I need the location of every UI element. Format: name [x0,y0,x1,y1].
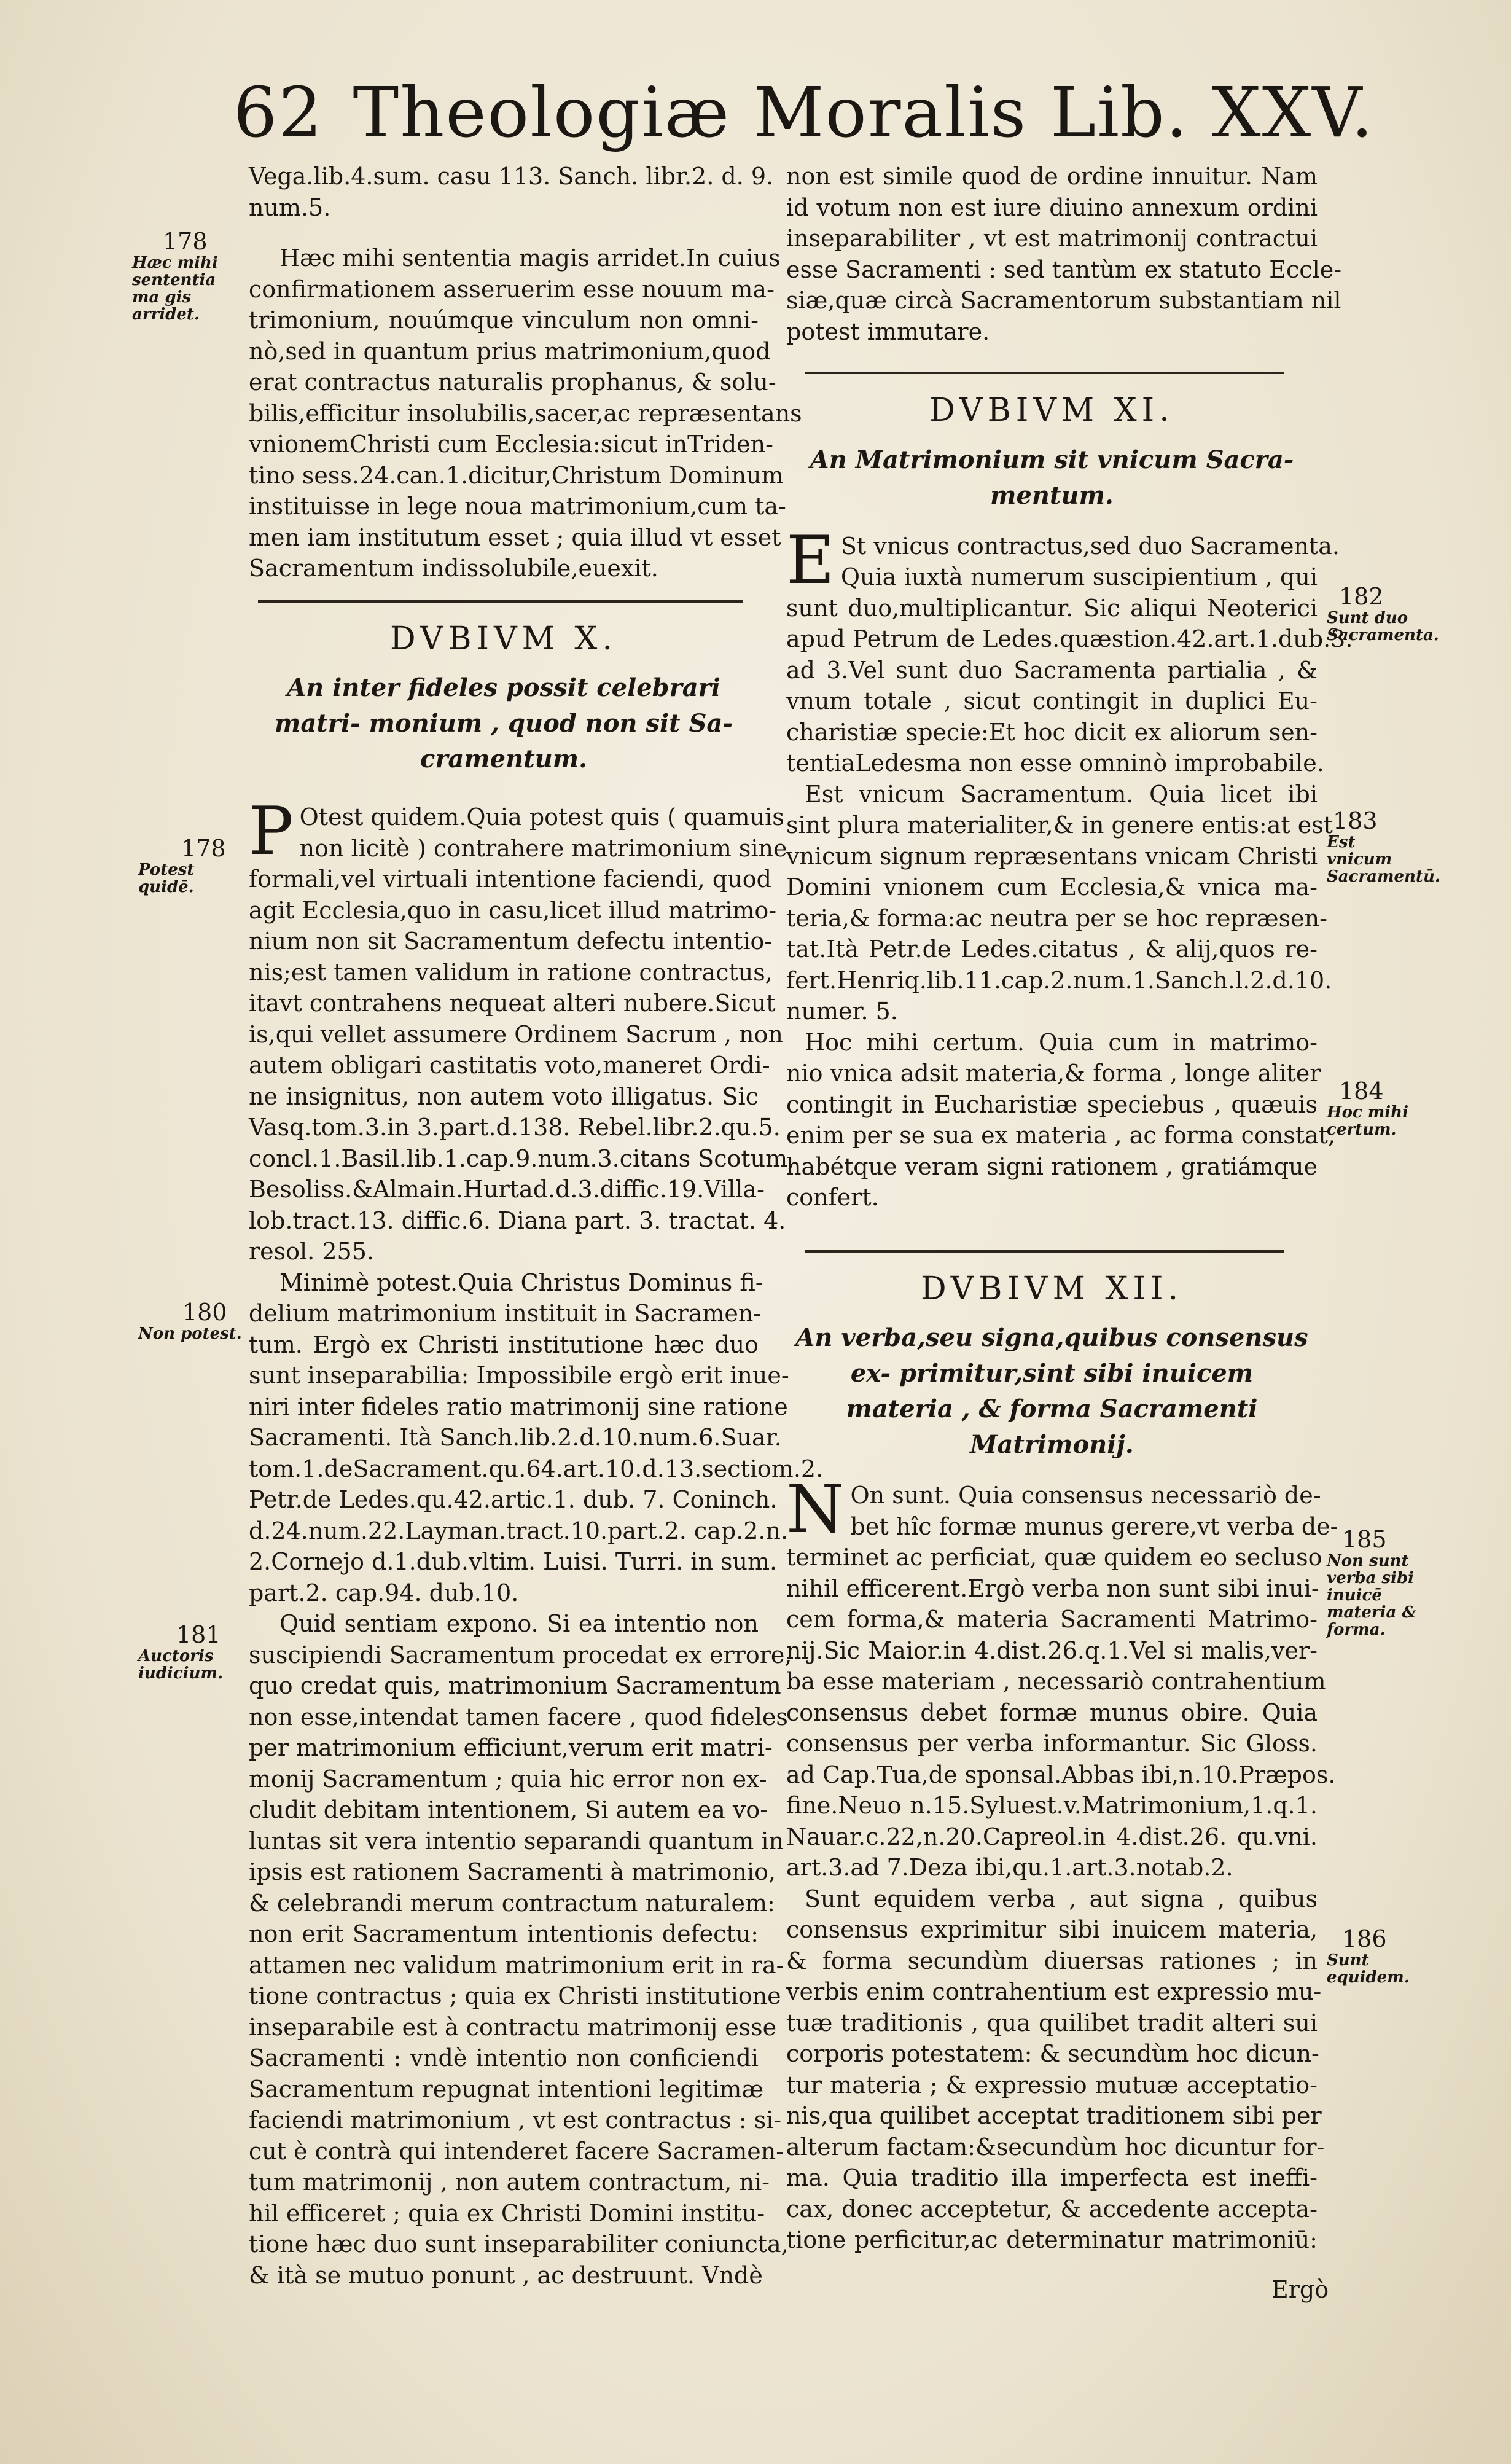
margin-note-183 [1327,807,1440,886]
paragraph-181 [249,1608,792,2291]
text-line: & forma secundùm diuersas rationes ; in [786,1947,1318,1974]
text-line: ne insignitus, non autem voto illigatus. Sic [249,1082,759,1110]
text-line: On sunt. Quia consensus necessariò de- [850,1482,1321,1509]
text-line: cut è contrà qui intenderet facere Sacramen- [249,2137,784,2165]
text-line: sunt duo,multiplicantur. Sic aliqui Neoterici [786,594,1318,622]
margin-text: Non potest. [138,1324,242,1343]
paragraph-178b [249,793,795,1267]
text-line: Minimè potest.Quia Christus Dominus fi- [279,1269,763,1296]
text-line: consensus exprimitur sibi inuicem materia, [786,1916,1318,1943]
text-line: Besoliss.&Almain.Hurtad.d.3.diffic.19.Villa- [249,1176,765,1203]
running-header [233,73,1375,153]
text-line: trimonium, nouúmque vinculum non omni- [249,307,759,334]
text-line: bet hîc formæ munus gerere,vt verba de- [850,1512,1338,1540]
text-line: part.2. cap.94. dub.10. [249,1579,519,1606]
left-column [249,161,824,2291]
text-line: ad Cap.Tua,de sponsal.Abbas ibi,n.10.Præpos. [786,1761,1336,1788]
left-intro [249,161,774,223]
text-line: men iam institutum esset ; quia illud vt esset [249,523,781,551]
text-line: cax, donec acceptetur, & accedente accepta- [786,2195,1318,2223]
margin-number: 181 [176,1621,221,1648]
text-line: sint plura materialiter,& in genere entis:at est [786,812,1333,839]
right-column [786,161,1353,2256]
margin-text: Non sunt verba sibi inuicē materia & forma. [1327,1552,1416,1639]
text-line: esse Sacramenti : sed tantùm ex statuto Eccle- [786,256,1342,283]
text-line: lob.tract.13. diffic.6. Diana part. 3. tractat. 4. [249,1207,786,1234]
text-line: Sacramentum indissolubile,euexit. [249,555,658,582]
text-line: 2.Cornejo d.1.dub.vltim. Luisi. Turri. in sum. [249,1548,778,1575]
text-line: inseparabile est à contractu matrimonij esse [249,2013,777,2041]
paragraph-183 [786,779,1333,1027]
text-line: Quia iuxtà numerum suscipientium , qui [840,563,1318,590]
text-line: fine.Neuo n.15.Syluest.v.Matrimonium,1.q.1. [786,1792,1318,1819]
text-line: nio vnica adsit materia,& forma , longe aliter [786,1060,1321,1087]
text-line: tuæ traditionis , qua quilibet tradit alteri sui [786,2009,1318,2036]
text-line: inseparabiliter , vt est matrimonij contractui [786,225,1318,252]
margin-text: Hoc mihi certum. [1327,1103,1408,1139]
text-line: autem obligari castitatis voto,maneret Ordi- [249,1052,770,1079]
drop-cap: N [786,1471,845,1548]
paragraph-185 [786,1471,1338,1883]
page-number: 62 [233,73,324,153]
running-title: Theologiæ Moralis Lib. XXV. [353,73,1375,153]
text-line: ad 3.Vel sunt duo Sacramenta partialia , & [786,656,1318,684]
catchword: Ergò [1271,2276,1329,2303]
text-line: tom.1.deSacrament.qu.64.art.10.d.13.sectiom.2. [249,1455,824,1482]
text-line: hil efficeret ; quia ex Christi Domini institu- [249,2199,765,2227]
margin-note-178b [138,835,246,896]
margin-note-184 [1327,1078,1419,1138]
text-line: non erit Sacramentum intentionis defectu: [249,1920,759,1947]
margin-number: 178 [181,835,226,862]
margin-note-185 [1327,1527,1419,1638]
text-line: luntas sit vera intentio separandi quantum in [249,1827,784,1855]
text-line: ipsis est rationem Sacramenti à matrimonio, [249,1858,776,1885]
text-line: consensus per verba informantur. Sic Gloss. [786,1730,1318,1757]
margin-text: Sunt equidem. [1327,1951,1410,1987]
text-line: Sacramentum repugnat intentioni legitimæ [249,2075,764,2103]
text-line: bilis,efficitur insolubilis,sacer,ac repræsentans [249,399,802,427]
text-line: corporis potestatem: & secundùm hoc dicun- [786,2040,1319,2067]
text-line: contingit in Eucharistiæ speciebus , quæuis [786,1090,1318,1118]
text-line: Hæc mihi sententia magis arridet.In cuius [279,244,781,272]
margin-number: 183 [1333,807,1378,834]
text-line: Domini vnionem cum Ecclesia,& vnica ma- [786,874,1318,901]
text-line: tum. Ergò ex Christi institutione hæc duo [249,1331,759,1358]
text-line: tum matrimonij , non autem contractum, ni- [249,2169,770,2196]
text-line: terminet ac perficiat, quæ quidem eo secluso [786,1544,1322,1571]
text-line: Sacramenti. Ità Sanch.lib.2.d.10.num.6.Suar. [249,1424,782,1451]
text-line: tino sess.24.can.1.dicitur,Christum Dominum [249,461,784,489]
margin-text: Hæc mihi sententia ma gis arridet. [132,254,218,324]
text-line: resol. 255. [249,1238,374,1265]
margin-number: 182 [1339,583,1384,610]
paragraph-182 [786,522,1353,779]
section-rule [805,372,1284,374]
dubium-x-question: An inter fideles possit celebrari matri- monium , quod non sit Sa- cramentum. [275,673,733,773]
text-line: num.5. [249,194,331,221]
drop-cap: P [249,793,294,870]
text-line: Est vnicum Sacramentum. Quia licet ibi [805,780,1318,808]
text-line: tione contractus ; quia ex Christi institutione [249,1982,781,2009]
text-line: Otest quidem.Quia potest quis ( quamuis [299,804,784,831]
text-line: sunt inseparabilia: Impossibile ergò erit inue- [249,1362,789,1389]
text-line: attamen nec validum matrimonium erit in ra- [249,1951,784,1979]
text-line: siæ,quæ circà Sacramentorum substantiam nil [786,287,1341,314]
text-line: confirmationem asseruerim esse nouum ma- [249,275,775,303]
text-line: delium matrimonium instituit in Sacramen- [249,1300,762,1327]
text-line: suscipiendi Sacramentum procedat ex errore, [249,1641,792,1668]
margin-note-186 [1327,1926,1419,1986]
paragraph-186 [786,1883,1325,2256]
dubium-xi-heading: DVBIVM XI. [929,392,1174,429]
text-line: fert.Henriq.lib.11.cap.2.num.1.Sanch.l.2.d.10. [786,966,1332,994]
text-line: vnionemChristi cum Ecclesia:sicut inTriden- [249,431,773,458]
text-line: & ità se mutuo ponunt , ac destruunt. Vndè [249,2261,763,2289]
text-line: numer. 5. [786,998,898,1025]
dubium-x-heading: DVBIVM X. [390,620,617,657]
text-line: tat.Ità Petr.de Ledes.citatus , & alij,quos re- [786,936,1318,963]
text-line: Nauar.c.22,n.20.Capreol.in 4.dist.26. qu.vni. [786,1823,1318,1850]
text-line: niri inter fideles ratio matrimonij sine ratione [249,1393,788,1420]
text-line: Quid sentiam expono. Si ea intentio non [279,1610,759,1637]
text-line: per matrimonium efficiunt,verum erit matri- [249,1734,773,1761]
section-rule [258,600,743,603]
text-line: non esse,intendat tamen facere , quod fideles [249,1703,788,1731]
text-line: nium non sit Sacramentum defectu intentio- [249,928,773,955]
text-line: Vasq.tom.3.in 3.part.d.138. Rebel.libr.2.qu.5. [249,1114,781,1141]
text-line: Vega.lib.4.sum. casu 113. Sanch. libr.2. d. 9. [249,163,774,190]
text-line: tione perficitur,ac determinatur matrimoniū: [786,2226,1318,2253]
text-line: non est simile quod de ordine innuitur. Nam [786,163,1318,190]
text-line: instituisse in lege noua matrimonium,cum ta- [249,493,786,520]
paragraph-178a [249,243,802,584]
text-line: consensus debet formæ munus obire. Quia [786,1699,1318,1726]
text-line: charistiæ specie:Et hoc dicit ex aliorum sen- [786,718,1318,746]
section-rule [805,1250,1284,1253]
text-line: cludit debitam intentionem, Si autem ea vo- [249,1796,768,1823]
margin-note-182 [1327,583,1439,644]
text-line: vnicum signum repræsentans vnicam Christi [786,842,1318,870]
text-line: habétque veram signi rationem , gratiámque [786,1152,1318,1180]
text-line: ma. Quia traditio illa imperfecta est ineffi- [786,2164,1318,2191]
margin-text: Sunt duo Sacramenta. [1327,609,1439,644]
text-line: is,qui vellet assumere Ordinem Sacrum , non [249,1020,783,1048]
margin-note-180 [138,1299,246,1342]
text-line: Petr.de Ledes.qu.42.artic.1. dub. 7. Coninch. [249,1486,778,1513]
text-line: non licitè ) contrahere matrimonium sine [299,834,787,862]
margin-number: 184 [1339,1078,1384,1105]
paragraph-180 [249,1267,824,1609]
text-line: teria,& forma:ac neutra per se hoc repræsen- [786,904,1327,932]
text-line: nis;est tamen validum in ratione contractus, [249,958,773,986]
text-line: quo credat quis, matrimonium Sacramentum [249,1672,781,1699]
text-line: nò,sed in quantum prius matrimonium,quod [249,337,771,365]
text-line: monij Sacramentum ; quia hic error non ex- [249,1765,767,1793]
text-line: Sunt equidem verba , aut signa , quibus [805,1885,1318,1912]
margin-text: Potest quidē. [138,861,195,896]
margin-note-178a [132,229,246,323]
text-line: tentiaLedesma non esse omninò improbabile. [786,749,1324,776]
text-line: cem forma,& materia Sacramenti Matrimo- [786,1606,1318,1633]
text-line: tione hæc duo sunt inseparabiliter coniuncta, [249,2231,789,2258]
text-line: & celebrandi merum contractum naturalem: [249,1889,775,1917]
paragraph-184 [786,1027,1336,1213]
text-line: nij.Sic Maior.in 4.dist.26.q.1.Vel si malis,ver- [786,1637,1318,1664]
text-line: d.24.num.22.Layman.tract.10.part.2. cap.2.n. [249,1517,789,1544]
dubium-xi-question: An Matrimonium sit vnicum Sacra- mentum. [810,445,1294,510]
margin-text: Est vnicum Sacramentū. [1327,833,1440,886]
text-line: formali,vel virtuali intentione faciendi, quod [249,866,771,893]
text-line: agit Ecclesia,quo in casu,licet illud matrimo- [249,896,777,924]
dubium-xii-heading: DVBIVM XII. [920,1270,1184,1307]
text-line: tur materia ; & expressio mutuæ acceptatio- [786,2071,1318,2098]
text-line: alterum factam:&secundùm hoc dicuntur for- [786,2133,1325,2161]
text-line: enim per se sua ex materia , ac forma constat, [786,1122,1336,1149]
text-line: ba esse materiam , necessariò contrahentium [786,1668,1326,1695]
text-line: id votum non est iure diuino annexum ordini [786,194,1318,221]
text-line: faciendi matrimonium , vt est contractus : si- [249,2106,782,2134]
margin-number: 180 [182,1299,227,1326]
text-line: verbis enim contrahentium est expressio mu- [786,1978,1322,2005]
text-line: vnum totale , sicut contingit in duplici Eu- [786,687,1318,714]
right-intro [786,161,1342,347]
text-line: Sacramenti : vndè intentio non conficiendi [249,2044,759,2071]
text-line: potest immutare. [786,318,990,345]
text-line: nihil efficerent.Ergò verba non sunt sibi inui- [786,1574,1319,1602]
text-line: itavt contrahens nequeat alteri nubere.Sicut [249,990,776,1017]
margin-number: 185 [1342,1526,1387,1553]
text-line: confert. [786,1184,879,1211]
text-line: apud Petrum de Ledes.quæstion.42.art.1.dub.3. [786,625,1353,652]
margin-number: 178 [163,228,208,255]
text-line: erat contractus naturalis prophanus, & solu- [249,369,776,396]
margin-text: Auctoris iudicium. [138,1647,224,1683]
margin-number: 186 [1342,1925,1387,1952]
text-line: Hoc mihi certum. Quia cum in matrimo- [805,1028,1318,1056]
text-line: St vnicus contractus,sed duo Sacramenta. [840,532,1340,560]
dubium-xii-question: An verba,seu signa,quibus consensus ex- primitur,sint sibi inuicem materia , & forma Sacramenti Matrimonij. [795,1323,1308,1459]
drop-cap: E [786,522,835,599]
margin-note-181 [138,1622,246,1682]
text-line: concl.1.Basil.lib.1.cap.9.num.3.citans Scotum, [249,1144,795,1172]
text-line: nis,qua quilibet acceptat traditionem sibi per [786,2102,1322,2129]
text-line: art.3.ad 7.Deza ibi,qu.1.art.3.notab.2. [786,1854,1233,1881]
